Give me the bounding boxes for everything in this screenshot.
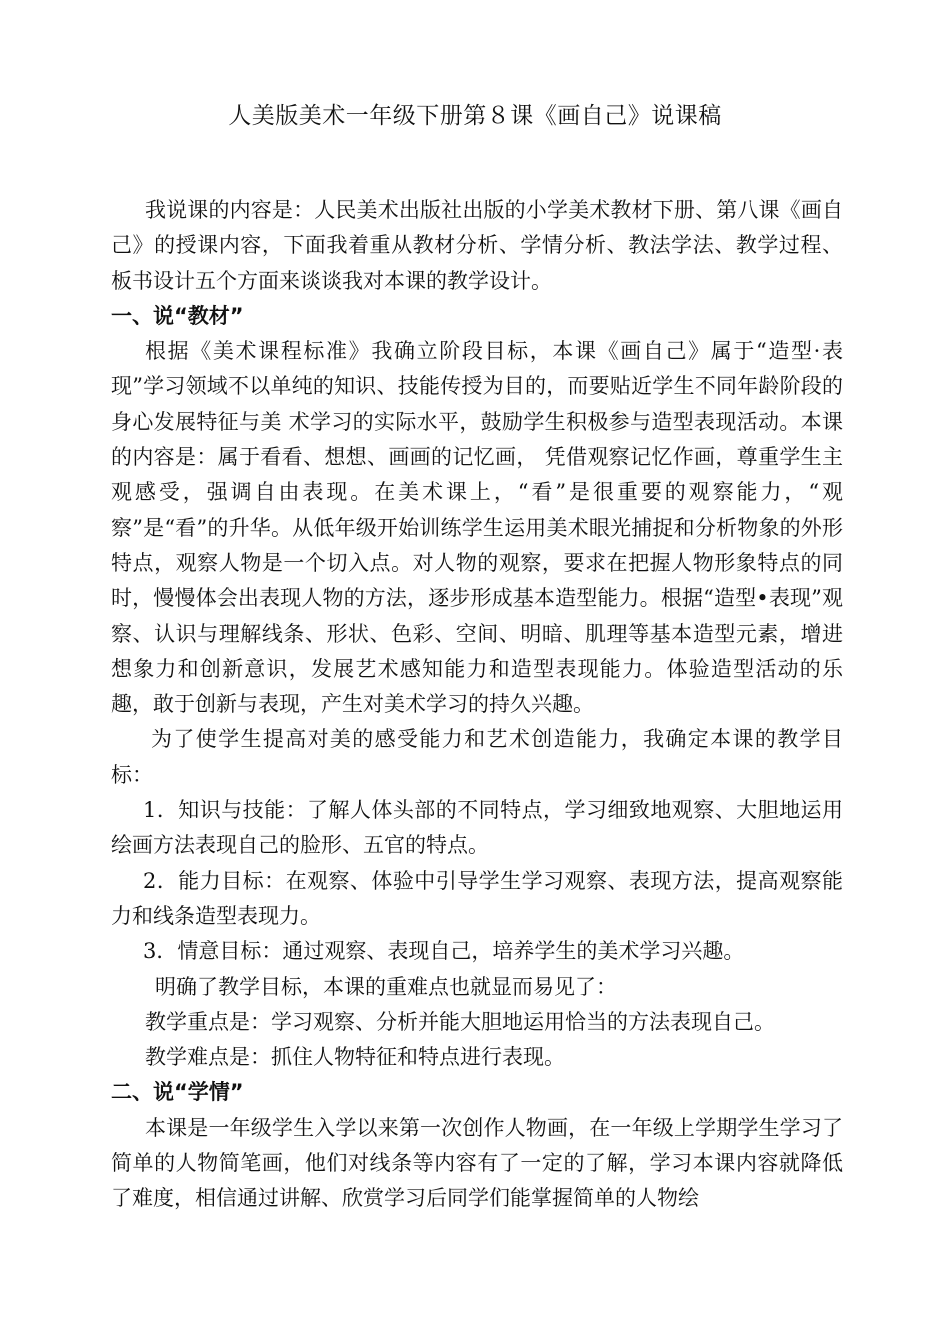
document-body bbox=[111, 193, 843, 1217]
section-heading-learners: 二、说“学情” bbox=[111, 1080, 244, 1105]
goal-item-emotion: 3．情意目标：通过观察、表现自己，培养学生的美术学习兴趣。 bbox=[143, 939, 745, 964]
goal-item-ability: 2．能力目标：在观察、体验中引导学生学习观察、表现方法，提高观察能力和线条造型表现力。 bbox=[111, 868, 843, 928]
intro-paragraph: 我说课的内容是：人民美术出版社出版的小学美术教材下册、第八课《画自己》的授课内容，下面我着重从教材分析、学情分析、教法学法、教学过程、板书设计五个方面来谈谈我对本课的教学设计。 bbox=[111, 198, 843, 293]
document-title: 人美版美术一年级下册第８课《画自己》说课稿 bbox=[228, 103, 722, 129]
teaching-difficulty: 教学难点是：抓住人物特征和特点进行表现。 bbox=[145, 1045, 565, 1070]
goal-item-knowledge: 1．知识与技能：了解人体头部的不同特点，学习细致地观察、大胆地运用绘画方法表现自己的脸形、五官的特点。 bbox=[111, 798, 843, 858]
goals-intro-paragraph: 为了使学生提高对美的感受能力和艺术创造能力，我确定本课的教学目标： bbox=[111, 727, 843, 787]
key-points-intro: 明确了教学目标，本课的重难点也就显而易见了： bbox=[155, 974, 617, 999]
learners-paragraph: 本课是一年级学生入学以来第一次创作人物画，在一年级上学期学生学习了简单的人物简笔画，他们对线条等内容有了一定的了解，学习本课内容就降低了难度，相信通过讲解、欣赏学习后同学们能掌握简单的人物绘 bbox=[111, 1115, 843, 1211]
teaching-key-point: 教学重点是：学习观察、分析并能大胆地运用恰当的方法表现自己。 bbox=[145, 1009, 775, 1034]
section-heading-textbook: 一、说“教材” bbox=[111, 303, 244, 328]
textbook-paragraph: 根据《美术课程标准》我确立阶段目标，本课《画自己》属于“造型·表现”学习领域不以单纯的知识、技能传授为目的，而要贴近学生不同年龄阶段的身心发展特征与美 术学习的实际水平，鼓励学生积极参与造型表现活动。本课的内容是：属于看看、想想、画画的记忆画， 凭借观察记忆作画，尊重学生主观感受，强调自由表现。在美术课上，“看”是很重要的观察能力，“观察”是“看”的升华。从低年级开始训练学生运用美术眼光捕捉和分析物象的外形特点，观察人物是一个切入点。对人物的观察，要求在把握人物形象特点的同时，慢慢体会出表现人物的方法，逐步形成基本造型能力。根据“造型•表现”观察、认识与理解线条、形状、色彩、空间、明暗、肌理等基本造型元素，增进想象力和创新意识，发展艺术感知能力和造型表现能力。体验造型活动的乐趣，敢于创新与表现，产生对美术学习的持久兴趣。 bbox=[111, 339, 843, 717]
